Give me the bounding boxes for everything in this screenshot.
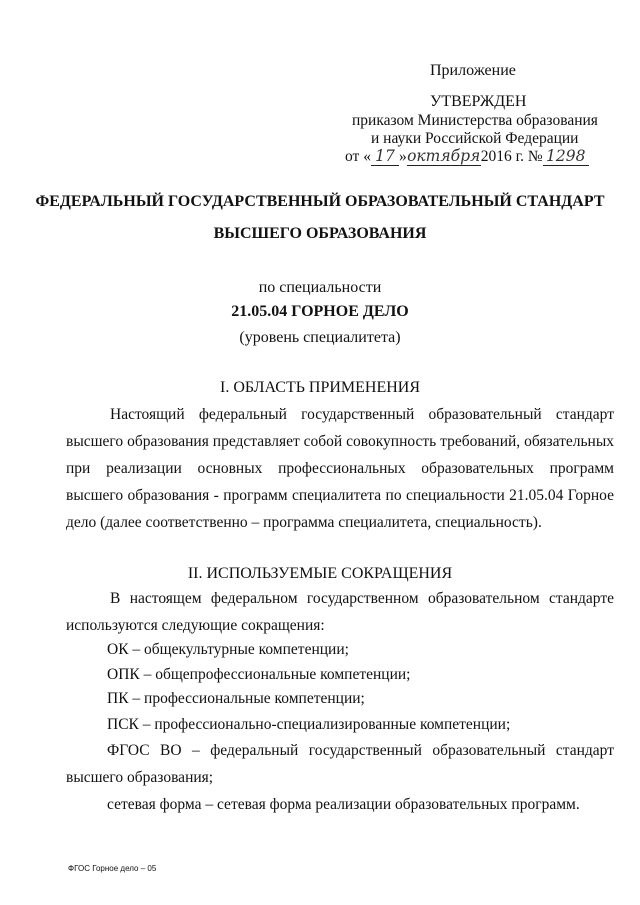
order-day: 17: [371, 147, 399, 166]
document-title-line-1: ФЕДЕРАЛЬНЫЙ ГОСУДАРСТВЕННЫЙ ОБРАЗОВАТЕЛЬНЫЙ СТАНДАРТ: [35, 193, 605, 210]
appendix-label: Приложение: [430, 62, 516, 79]
order-date-line: [345, 147, 589, 166]
order-from: от «: [345, 148, 371, 165]
list-item: ОПК – общепрофессиональные компетенции;: [107, 666, 411, 683]
list-item: ПСК – профессионально-специализированные компетенции;: [107, 716, 511, 733]
order-number: 1298: [543, 147, 589, 166]
section-2-intro: В настоящем федеральном государственном образовательном стандарте используются следующие сокращения:: [66, 590, 614, 634]
order-month: октября: [407, 147, 481, 165]
specialty-prefix: по специальности: [258, 279, 382, 296]
approved-label: УТВЕРЖДЕН: [430, 93, 527, 110]
section-1-paragraph: Настоящий федеральный государственный образовательный стандарт высшего образования представляет собой совокупность требований, обязательных при реализации основных профессиональных образовательных программ высшего образования - программ специалитета по специальности 21.05.04 Горное дело (далее соответственно – программа специалитета, специальность).: [66, 406, 614, 531]
section-2-heading: II. ИСПОЛЬЗУЕМЫЕ СОКРАЩЕНИЯ: [187, 565, 453, 582]
order-line-2: и науки Российской Федерации: [371, 130, 579, 147]
order-year: 2016 г. №: [480, 148, 543, 165]
order-mid: »: [398, 148, 407, 165]
list-item: ПК – профессиональные компетенции;: [107, 690, 365, 707]
list-item: ОК – общекультурные компетенции;: [107, 641, 349, 658]
section-1-heading: I. ОБЛАСТЬ ПРИМЕНЕНИЯ: [219, 379, 421, 396]
order-line-1: приказом Министерства образования: [352, 112, 598, 129]
page-footer: ФГОС Горное дело – 05: [68, 864, 157, 873]
document-title-line-2: ВЫСШЕГО ОБРАЗОВАНИЯ: [213, 225, 427, 242]
list-item-fgos: ФГОС ВО – федеральный государственный образовательный стандарт высшего образования;: [66, 742, 614, 786]
specialty-level: (уровень специалитета): [239, 329, 401, 346]
specialty-code: 21.05.04 ГОРНОЕ ДЕЛО: [231, 303, 409, 320]
list-item-network: сетевая форма – сетевая форма реализации образовательных программ.: [107, 796, 580, 813]
